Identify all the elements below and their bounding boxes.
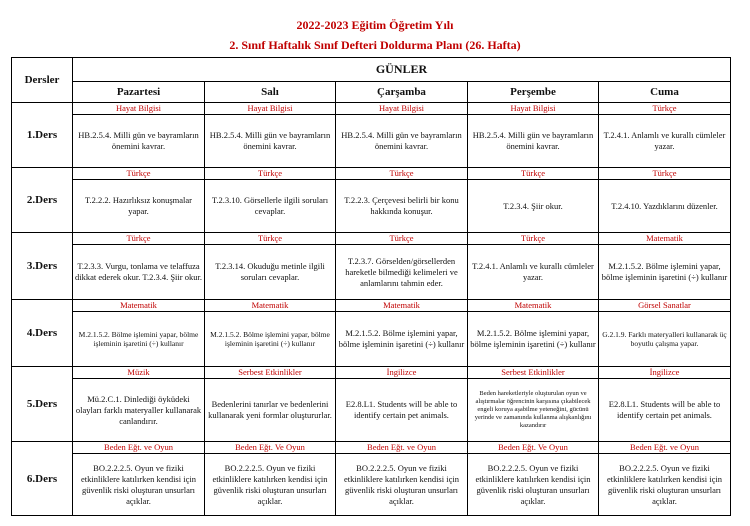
lesson-label: 5.Ders (12, 367, 73, 442)
subject-label: Serbest Etkinlikler (205, 367, 335, 379)
outcome-text: BO.2.2.2.5. Oyun ve fiziki etkinliklere katılırken kendisi için güvenlik riski oluşturan unsurları açıklar. (212, 462, 328, 506)
outcome-text: HB.2.5.4. Milli gün ve bayramların önemini kavrar. (78, 130, 199, 151)
subject-label: Müzik (73, 367, 204, 379)
lesson-cell (336, 168, 468, 233)
outcome-text: HB.2.5.4. Milli gün ve bayramların önemini kavrar. (341, 130, 462, 151)
day-header-tuesday: Salı (205, 82, 336, 103)
subject-label: Beden Eğt. Ve Oyun (205, 442, 335, 454)
outcome-text: T.2.3.3. Vurgu, tonlama ve telaffuza dikkat ederek okur. T.2.3.4. Şiir okur. (75, 261, 202, 282)
outcome-text: T.2.4.1. Anlamlı ve kurallı cümleler yazar. (472, 261, 594, 282)
subject-label: Türkçe (205, 168, 335, 180)
lesson-cell (73, 233, 205, 300)
lesson-row (12, 103, 731, 168)
lesson-cell (468, 367, 599, 442)
lesson-row (12, 442, 731, 516)
outcome-text: T.2.3.14. Okuduğu metinle ilgili soruları cevaplar. (215, 261, 325, 282)
outcome-text: M.2.1.5.2. Bölme işlemini yapar, bölme işleminin işaretini (÷) kullanır (470, 328, 596, 349)
lesson-label: 4.Ders (12, 300, 73, 367)
lesson-cell (73, 168, 205, 233)
outcome-text: E2.8.L1. Students will be able to identify certain pet animals. (608, 399, 721, 420)
subject-label: Matematik (468, 300, 598, 312)
subject-label: Türkçe (336, 233, 467, 245)
lesson-cell (205, 233, 336, 300)
outcome-text: BO.2.2.2.5. Oyun ve fiziki etkinliklere katılırken kendisi için güvenlik riski oluşturan unsurları açıklar. (475, 462, 591, 506)
lesson-cell (599, 233, 731, 300)
subject-label: İngilizce (336, 367, 467, 379)
lesson-cell (205, 103, 336, 168)
subject-label: Serbest Etkinlikler (468, 367, 598, 379)
lesson-cell (205, 300, 336, 367)
outcome-text: T.2.4.1. Anlamlı ve kurallı cümleler yazar. (603, 130, 726, 151)
subject-label: Türkçe (468, 168, 598, 180)
lesson-cell (336, 367, 468, 442)
lesson-cell (599, 442, 731, 516)
lesson-label: 2.Ders (12, 168, 73, 233)
outcome-text: T.2.2.2. Hazırlıksız konuşmalar yapar. (84, 195, 192, 216)
day-header-thursday: Perşembe (468, 82, 599, 103)
outcome-text: BO.2.2.2.5. Oyun ve fiziki etkinliklere katılırken kendisi için güvenlik riski oluşturan unsurları açıklar. (81, 462, 196, 506)
lesson-cell (468, 300, 599, 367)
subject-label: Matematik (205, 300, 335, 312)
outcome-text: Mü.2.C.1. Dinlediği öyküdeki olayları farklı materyaller kullanarak canlandırır. (75, 393, 202, 426)
subject-label: Matematik (336, 300, 467, 312)
lesson-cell (73, 442, 205, 516)
outcome-text: M.2.1.5.2. Bölme işlemini yapar, bölme işleminin işaretini (÷) kullanır (78, 329, 199, 348)
lesson-cell (599, 103, 731, 168)
gunler-header: GÜNLER (73, 58, 731, 82)
subject-label: Türkçe (468, 233, 598, 245)
lesson-cell (336, 300, 468, 367)
outcome-text: Bedenlerini tanırlar ve bedenlerini kullanarak yeni formlar oluştururlar. (208, 399, 332, 420)
subject-label: Matematik (599, 233, 730, 245)
outcome-text: E2.8.L1. Students will be able to identify certain pet animals. (345, 399, 458, 420)
document-subtitle: 2. Sınıf Haftalık Sınıf Defteri Doldurma Planı (26. Hafta) (229, 38, 521, 52)
outcome-text: T.2.3.10. Görsellerle ilgili soruları cevaplar. (211, 195, 329, 216)
subject-label: İngilizce (599, 367, 730, 379)
lesson-cell (73, 367, 205, 442)
lesson-cell (599, 168, 731, 233)
lesson-cell (468, 442, 599, 516)
subject-label: Türkçe (336, 168, 467, 180)
subject-label: Beden Eğt. ve Oyun (73, 442, 204, 454)
subject-label: Türkçe (599, 168, 730, 180)
outcome-text: M.2.1.5.2. Bölme işlemini yapar, bölme işleminin işaretini (÷) kullanır (210, 329, 330, 348)
subject-label: Hayat Bilgisi (468, 103, 598, 115)
outcome-text: T.2.3.4. Şiir okur. (503, 200, 563, 211)
outcome-text: T.2.4.10. Yazdıklarını düzenler. (611, 200, 718, 211)
outcome-text: BO.2.2.2.5. Oyun ve fiziki etkinliklere katılırken kendisi için güvenlik riski oluşturan unsurları açıklar. (607, 462, 722, 506)
lesson-cell (599, 367, 731, 442)
lesson-cell (336, 233, 468, 300)
subject-label: Türkçe (73, 233, 204, 245)
outcome-text: HB.2.5.4. Milli gün ve bayramların önemini kavrar. (209, 130, 331, 151)
lesson-label: 1.Ders (12, 103, 73, 168)
lesson-cell (336, 103, 468, 168)
subject-label: Görsel Sanatlar (599, 300, 730, 312)
day-header-wednesday: Çarşamba (336, 82, 468, 103)
lesson-row (12, 367, 731, 442)
lesson-cell (468, 103, 599, 168)
lesson-label: 6.Ders (12, 442, 73, 516)
outcome-text: BO.2.2.2.5. Oyun ve fiziki etkinliklere katılırken kendisi için güvenlik riski oluşturan unsurları açıklar. (344, 462, 459, 506)
document-title: 2022-2023 Eğitim Öğretim Yılı (296, 18, 454, 32)
subject-label: Beden Eğt. ve Oyun (336, 442, 467, 454)
lesson-cell (468, 233, 599, 300)
lesson-cell (468, 168, 599, 233)
weekly-plan-table (11, 57, 731, 516)
outcome-text: T.2.3.7. Görselden/görsellerden hareketle bilmediği kelimeleri ve anlamlarını tahmin eder. (345, 255, 458, 288)
day-header-friday: Cuma (599, 82, 731, 103)
lesson-cell (205, 168, 336, 233)
lesson-cell (205, 442, 336, 516)
subject-label: Beden Eğt. Ve Oyun (468, 442, 598, 454)
day-header-monday: Pazartesi (73, 82, 205, 103)
lesson-row (12, 168, 731, 233)
lesson-label: 3.Ders (12, 233, 73, 300)
lesson-row (12, 233, 731, 300)
lesson-cell (336, 442, 468, 516)
subject-label: Hayat Bilgisi (336, 103, 467, 115)
subject-label: Hayat Bilgisi (73, 103, 204, 115)
dersler-header: Dersler (12, 58, 73, 103)
outcome-text: G.2.1.9. Farklı materyalleri kullanarak üç boyutlu çalışma yapar. (602, 329, 727, 348)
subject-label: Türkçe (73, 168, 204, 180)
outcome-text: Beden hareketleriyle oluşturulan oyun ve alıştırmalar öğrencinin karşısına çıkabilecek engeli koruya aşabilme yeteneğini, gücünü yerinde ve zamanında kullanma alışkanlığını kazandırır (474, 390, 592, 429)
outcome-text: T.2.2.3. Çerçevesi belirli bir konu hakkında konuşur. (344, 195, 459, 216)
subject-label: Türkçe (205, 233, 335, 245)
subject-label: Hayat Bilgisi (205, 103, 335, 115)
lesson-cell (205, 367, 336, 442)
subject-label: Matematik (73, 300, 204, 312)
subject-label: Beden Eğt. ve Oyun (599, 442, 730, 454)
lesson-row (12, 300, 731, 367)
outcome-text: M.2.1.5.2. Bölme işlemini yapar, bölme işleminin işaretini (÷) kullanır (338, 328, 465, 349)
subject-label: Türkçe (599, 103, 730, 115)
outcome-text: M.2.1.5.2. Bölme işlemini yapar, bölme işleminin işaretini (÷) kullanır (601, 261, 728, 282)
lesson-cell (73, 103, 205, 168)
lesson-cell (599, 300, 731, 367)
outcome-text: HB.2.5.4. Milli gün ve bayramların önemini kavrar. (472, 130, 594, 151)
lesson-cell (73, 300, 205, 367)
